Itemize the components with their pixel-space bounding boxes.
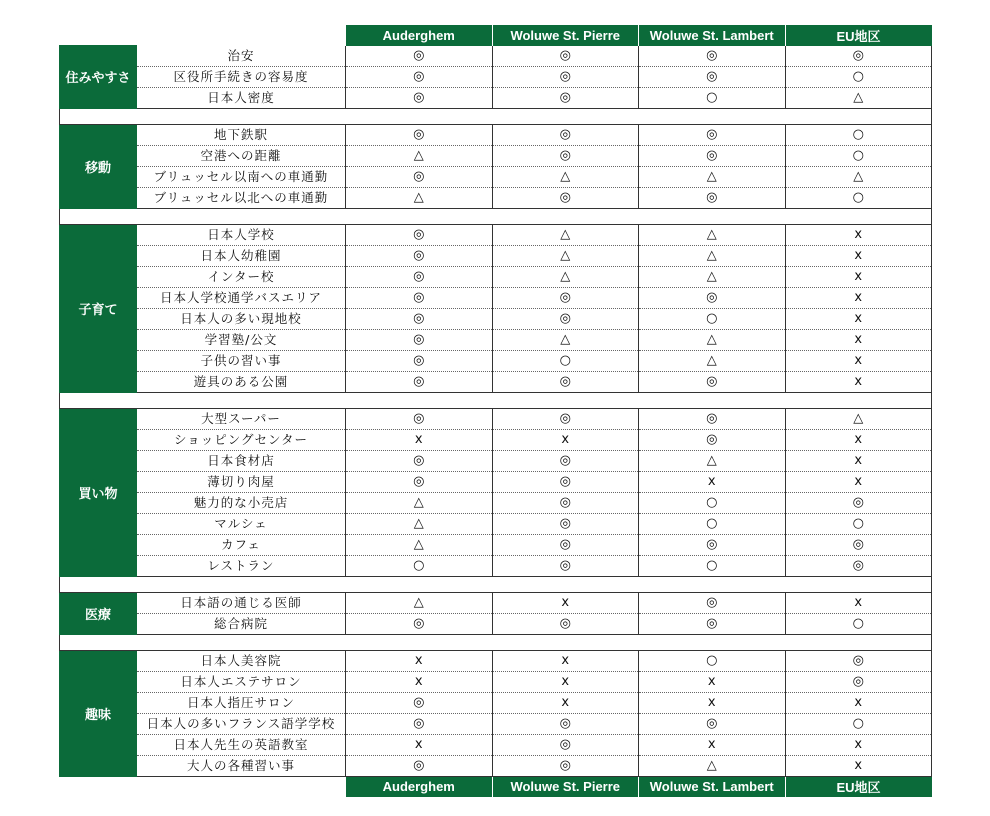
table-row [60,66,932,87]
rating-mark: ◎ [785,46,932,67]
rating-mark: ◎ [492,492,639,513]
item-label: 地下鉄駅 [137,124,346,145]
item-label: 日本人先生の英語教室 [137,734,346,755]
rating-mark: △ [785,87,932,108]
rating-mark: x [785,308,932,329]
rating-mark: △ [346,492,493,513]
rating-mark: ◎ [492,308,639,329]
rating-mark: ◎ [346,124,493,145]
rating-mark: ◎ [639,371,786,392]
rating-mark: ○ [492,350,639,371]
table-row [60,408,932,429]
category-label: 医療 [60,592,137,634]
category-label: 買い物 [60,408,137,576]
rating-mark: ◎ [492,87,639,108]
rating-mark: ◎ [492,371,639,392]
rating-mark: x [785,734,932,755]
rating-mark: x [639,692,786,713]
rating-mark: x [639,471,786,492]
rating-mark: x [346,650,493,671]
rating-mark: ◎ [639,613,786,634]
separator-cell [60,108,932,124]
rating-mark: x [785,224,932,245]
table-row [60,124,932,145]
rating-mark: △ [639,329,786,350]
rating-mark: ◎ [492,408,639,429]
rating-mark: ○ [639,650,786,671]
rating-mark: x [346,671,493,692]
rating-mark: △ [346,513,493,534]
footer-row-area-2: Woluwe St. Lambert [639,776,786,797]
rating-mark: ◎ [346,308,493,329]
rating-mark: x [492,429,639,450]
rating-mark: ◎ [346,46,493,67]
rating-mark: △ [639,450,786,471]
rating-mark: △ [492,329,639,350]
item-label: ブリュッセル以南への車通勤 [137,166,346,187]
rating-mark: ◎ [346,245,493,266]
rating-mark: ◎ [346,408,493,429]
item-label: 日本語の通じる医師 [137,592,346,613]
table-row [60,287,932,308]
header-row-area-0: Auderghem [346,25,493,46]
rating-mark: ○ [639,87,786,108]
table-row [60,46,932,67]
rating-mark: ◎ [639,429,786,450]
comparison-table [59,25,932,797]
rating-mark: x [492,692,639,713]
item-label: カフェ [137,534,346,555]
rating-mark: ◎ [346,350,493,371]
rating-mark: △ [492,266,639,287]
table-row [60,429,932,450]
header-blank [60,25,137,46]
header-blank [137,776,346,797]
rating-mark: x [639,671,786,692]
rating-mark: ◎ [346,224,493,245]
rating-mark: ◎ [346,371,493,392]
separator-cell [60,392,932,408]
table-row [60,450,932,471]
rating-mark: ○ [639,513,786,534]
item-label: 空港への距離 [137,145,346,166]
rating-mark: ○ [639,308,786,329]
rating-mark: x [785,287,932,308]
rating-mark: x [785,592,932,613]
item-label: 日本人学校通学バスエリア [137,287,346,308]
rating-mark: x [785,371,932,392]
footer-row-area-1: Woluwe St. Pierre [492,776,639,797]
table-row [60,329,932,350]
table-row [60,350,932,371]
item-label: レストラン [137,555,346,576]
rating-mark: x [346,734,493,755]
rating-mark: x [785,329,932,350]
rating-mark: x [785,755,932,776]
header-row-area-3: EU地区 [785,25,932,46]
footer-row-area-3: EU地区 [785,776,932,797]
group-separator [60,208,932,224]
rating-mark: x [785,266,932,287]
rating-mark: ◎ [492,66,639,87]
header-row-area-1: Woluwe St. Pierre [492,25,639,46]
rating-mark: ◎ [639,187,786,208]
rating-mark: x [639,734,786,755]
item-label: 魅力的な小売店 [137,492,346,513]
rating-mark: ◎ [639,534,786,555]
rating-mark: △ [492,224,639,245]
rating-mark: ○ [785,513,932,534]
separator-cell [60,208,932,224]
rating-mark: ○ [785,124,932,145]
footer-row [60,776,932,797]
rating-mark: ◎ [639,124,786,145]
item-label: 日本人の多いフランス語学学校 [137,713,346,734]
table-row [60,471,932,492]
rating-mark: ○ [639,555,786,576]
item-label: 遊具のある公園 [137,371,346,392]
table-row [60,224,932,245]
rating-mark: x [785,429,932,450]
table-row [60,534,932,555]
rating-mark: ◎ [785,534,932,555]
item-label: 日本人密度 [137,87,346,108]
rating-mark: ◎ [639,287,786,308]
rating-mark: ◎ [785,492,932,513]
rating-mark: △ [346,187,493,208]
rating-mark: ◎ [639,408,786,429]
rating-mark: △ [346,145,493,166]
rating-mark: ◎ [492,734,639,755]
table-row [60,650,932,671]
rating-mark: ○ [785,187,932,208]
table-row [60,245,932,266]
rating-mark: x [785,471,932,492]
rating-mark: ◎ [346,329,493,350]
table-row [60,145,932,166]
item-label: 日本人の多い現地校 [137,308,346,329]
rating-mark: ○ [785,66,932,87]
rating-mark: ◎ [492,450,639,471]
table-row [60,371,932,392]
group-separator [60,392,932,408]
rating-mark: ◎ [492,187,639,208]
rating-mark: x [346,429,493,450]
rating-mark: ◎ [492,555,639,576]
item-label: 薄切り肉屋 [137,471,346,492]
rating-mark: △ [639,755,786,776]
rating-mark: ○ [785,613,932,634]
item-label: 日本人学校 [137,224,346,245]
table-row [60,713,932,734]
item-label: 総合病院 [137,613,346,634]
rating-mark: ◎ [492,613,639,634]
separator-cell [60,576,932,592]
rating-mark: ◎ [492,713,639,734]
rating-mark: x [785,692,932,713]
rating-mark: △ [346,534,493,555]
item-label: 区役所手続きの容易度 [137,66,346,87]
item-label: インター校 [137,266,346,287]
item-label: 治安 [137,46,346,67]
rating-mark: ◎ [346,66,493,87]
rating-mark: ◎ [492,534,639,555]
table-row [60,555,932,576]
item-label: 日本食材店 [137,450,346,471]
rating-mark: x [492,650,639,671]
table-row [60,755,932,776]
category-label: 住みやすさ [60,46,137,109]
group-separator [60,576,932,592]
item-label: 日本人指圧サロン [137,692,346,713]
table-row [60,692,932,713]
rating-mark: ○ [785,145,932,166]
rating-mark: △ [639,245,786,266]
rating-mark: ◎ [346,287,493,308]
item-label: マルシェ [137,513,346,534]
rating-mark: ◎ [639,145,786,166]
rating-mark: △ [639,266,786,287]
rating-mark: ◎ [639,592,786,613]
rating-mark: ◎ [346,713,493,734]
header-row [60,25,932,46]
item-label: 大人の各種習い事 [137,755,346,776]
table-row [60,166,932,187]
rating-mark: ◎ [492,755,639,776]
rating-mark: x [785,245,932,266]
rating-mark: ◎ [785,650,932,671]
rating-mark: ◎ [346,755,493,776]
item-label: 学習塾/公文 [137,329,346,350]
category-label: 子育て [60,224,137,392]
rating-mark: △ [492,245,639,266]
group-separator [60,634,932,650]
table-row [60,671,932,692]
rating-mark: ◎ [492,145,639,166]
rating-mark: x [785,350,932,371]
rating-mark: x [785,450,932,471]
rating-mark: ◎ [492,513,639,534]
table-row [60,308,932,329]
rating-mark: ◎ [346,450,493,471]
item-label: 日本人幼稚園 [137,245,346,266]
rating-mark: ○ [785,713,932,734]
table-row [60,266,932,287]
table-row [60,187,932,208]
rating-mark: ◎ [785,555,932,576]
rating-mark: ◎ [492,287,639,308]
table-row [60,613,932,634]
rating-mark: ◎ [346,471,493,492]
item-label: 大型スーパー [137,408,346,429]
rating-mark: ◎ [492,471,639,492]
category-label: 移動 [60,124,137,208]
rating-mark: ◎ [346,166,493,187]
rating-mark: △ [639,166,786,187]
rating-mark: ◎ [346,87,493,108]
rating-mark: △ [492,166,639,187]
group-separator [60,108,932,124]
category-label: 趣味 [60,650,137,776]
footer-row-area-0: Auderghem [346,776,493,797]
separator-cell [60,634,932,650]
item-label: ショッピングセンター [137,429,346,450]
rating-mark: △ [639,224,786,245]
table-row [60,734,932,755]
rating-mark: △ [785,166,932,187]
item-label: 日本人美容院 [137,650,346,671]
rating-mark: x [492,671,639,692]
rating-mark: ◎ [785,671,932,692]
header-blank [137,25,346,46]
item-label: 子供の習い事 [137,350,346,371]
rating-mark: ◎ [346,266,493,287]
rating-mark: △ [346,592,493,613]
rating-mark: ◎ [492,124,639,145]
table-row [60,513,932,534]
table-row [60,87,932,108]
rating-mark: ◎ [346,692,493,713]
rating-mark: ◎ [346,613,493,634]
rating-mark: ○ [346,555,493,576]
rating-mark: ◎ [492,46,639,67]
rating-mark: △ [639,350,786,371]
rating-mark: △ [785,408,932,429]
table-row [60,492,932,513]
rating-mark: x [492,592,639,613]
rating-mark: ◎ [639,66,786,87]
table-row [60,592,932,613]
rating-mark: ○ [639,492,786,513]
rating-mark: ◎ [639,46,786,67]
item-label: ブリュッセル以北への車通勤 [137,187,346,208]
item-label: 日本人エステサロン [137,671,346,692]
header-row-area-2: Woluwe St. Lambert [639,25,786,46]
rating-mark: ◎ [639,713,786,734]
header-blank [60,776,137,797]
